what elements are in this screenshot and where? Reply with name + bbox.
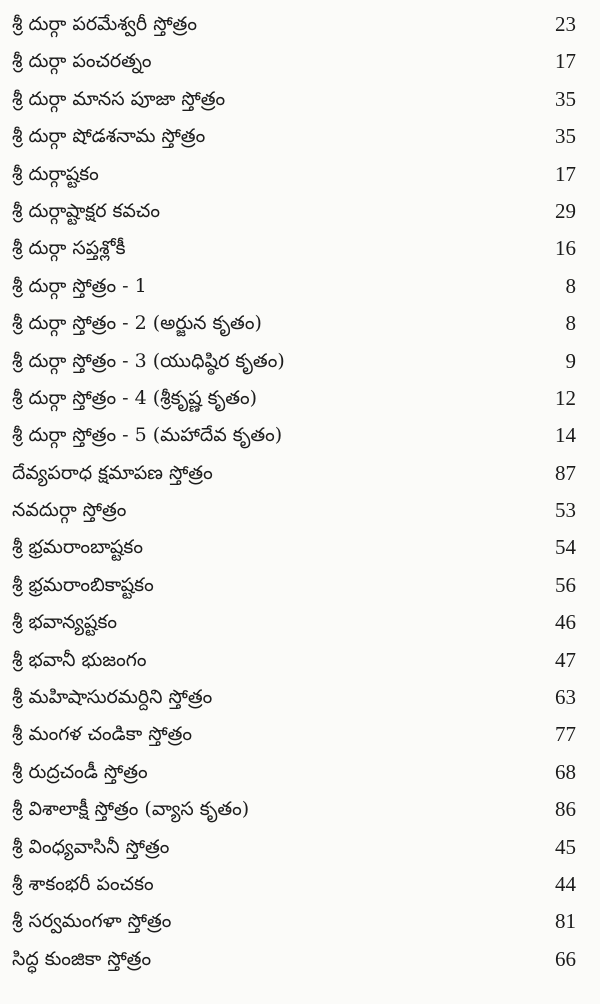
- toc-entry-page-number: 9: [565, 348, 576, 373]
- toc-entry-title: శ్రీ దుర్గాష్టాక్షర కవచం: [12, 199, 161, 222]
- toc-entry-page-number: 14: [555, 423, 576, 448]
- toc-entry-page-number: 12: [555, 385, 576, 410]
- toc-entry: [0, 679, 600, 716]
- toc-entry: [0, 268, 600, 305]
- toc-entry: [0, 380, 600, 417]
- toc-entry-page-number: 86: [555, 797, 576, 822]
- toc-entry-title: శ్రీ దుర్గా సప్తశ్లోకీ: [12, 237, 126, 260]
- toc-entry: [0, 305, 600, 342]
- toc-entry-page-number: 87: [555, 460, 576, 485]
- toc-entry-page-number: 66: [555, 946, 576, 971]
- toc-entry-title: శ్రీ భవాన్యష్టకం: [12, 611, 117, 634]
- toc-entry-page-number: 63: [555, 685, 576, 710]
- toc-entry-title: శ్రీ దుర్గా స్తోత్రం - 2 (అర్జున కృతం): [12, 312, 262, 335]
- toc-entry: [0, 193, 600, 230]
- toc-entry: [0, 417, 600, 454]
- toc-entry-title: శ్రీ దుర్గా స్తోత్రం - 3 (యుధిష్ఠిర కృతం): [12, 349, 285, 372]
- toc-entry-page-number: 81: [555, 909, 576, 934]
- toc-entry: [0, 118, 600, 155]
- toc-entry-title: శ్రీ దుర్గా మానస పూజా స్తోత్రం: [12, 87, 226, 110]
- toc-entry: [0, 903, 600, 940]
- toc-entry-page-number: 8: [565, 311, 576, 336]
- toc-entry: [0, 791, 600, 828]
- toc-entry-page-number: 8: [565, 273, 576, 298]
- toc-entry-page-number: 23: [555, 12, 576, 36]
- toc-entry-title: దేవ్యపరాధ క్షమాపణ స్తోత్రం: [12, 461, 213, 484]
- toc-entry: [0, 156, 600, 193]
- toc-entry: [0, 829, 600, 866]
- toc-entry-page-number: 77: [555, 722, 576, 747]
- toc-entry-title: శ్రీ దుర్గా స్తోత్రం - 4 (శ్రీకృష్ణ కృతం): [12, 386, 258, 409]
- toc-entry-title: శ్రీ దుర్గా పంచరత్నం: [12, 50, 152, 73]
- toc-entry-title: నవదుర్గా స్తోత్రం: [12, 499, 127, 522]
- toc-entry-page-number: 17: [555, 49, 576, 74]
- toc-entry-title: సిద్ధ కుంజికా స్తోత్రం: [12, 947, 152, 970]
- toc-entry: [0, 492, 600, 529]
- toc-entry-page-number: 45: [555, 834, 576, 859]
- toc-entry-page-number: 47: [555, 647, 576, 672]
- toc-entry-page-number: 46: [555, 610, 576, 635]
- toc-entry: [0, 567, 600, 604]
- toc-entry-title: శ్రీ భ్రమరాంబాష్టకం: [12, 536, 143, 559]
- toc-entry-title: శ్రీ విశాలాక్షీ స్తోత్రం (వ్యాస కృతం): [12, 798, 250, 821]
- toc-entry-title: శ్రీ మహిషాసురమర్దిని స్తోత్రం: [12, 686, 213, 709]
- toc-entry-title: శ్రీ భవానీ భుజంగం: [12, 648, 147, 671]
- toc-entry: [0, 642, 600, 679]
- toc-entry-page-number: 44: [555, 871, 576, 896]
- toc-entry: [0, 343, 600, 380]
- toc-entry: [0, 604, 600, 641]
- toc-entry: [0, 754, 600, 791]
- toc-entry-title: శ్రీ రుద్రచండీ స్తోత్రం: [12, 760, 148, 783]
- toc-entry-title: శ్రీ వింధ్యవాసినీ స్తోత్రం: [12, 835, 170, 858]
- toc-entry-page-number: 16: [555, 236, 576, 261]
- toc-entry-title: శ్రీ భ్రమరాంబికాష్టకం: [12, 573, 154, 596]
- toc-entry-title: శ్రీ దుర్గా పరమేశ్వరీ స్తోత్రం: [12, 13, 197, 35]
- toc-entry: [0, 529, 600, 566]
- toc-entry-page-number: 53: [555, 498, 576, 523]
- toc-entry-title: శ్రీ సర్వమంగళా స్తోత్రం: [12, 910, 172, 933]
- toc-entry-title: శ్రీ దుర్గా షోడశనామ స్తోత్రం: [12, 125, 206, 148]
- toc-entry: [0, 43, 600, 80]
- toc-entry: [0, 716, 600, 753]
- toc-entry-title: శ్రీ శాకంభరీ పంచకం: [12, 872, 154, 895]
- toc-entry-title: శ్రీ దుర్గా స్తోత్రం - 1: [12, 274, 147, 297]
- toc-entry: [0, 81, 600, 118]
- toc-entry: [0, 866, 600, 903]
- toc-entry-title: శ్రీ మంగళ చండికా స్తోత్రం: [12, 723, 192, 746]
- toc-entry: [0, 6, 600, 43]
- toc-list: [0, 6, 600, 978]
- toc-entry: [0, 455, 600, 492]
- toc-entry-page-number: 35: [555, 124, 576, 149]
- toc-entry-page-number: 29: [555, 198, 576, 223]
- toc-entry: [0, 941, 600, 978]
- toc-entry-page-number: 68: [555, 759, 576, 784]
- toc-entry-page-number: 17: [555, 161, 576, 186]
- toc-entry-title: శ్రీ దుర్గాష్టకం: [12, 162, 99, 185]
- toc-entry-page-number: 35: [555, 86, 576, 111]
- toc-entry-page-number: 54: [555, 535, 576, 560]
- toc-entry: [0, 230, 600, 267]
- toc-entry-title: శ్రీ దుర్గా స్తోత్రం - 5 (మహాదేవ కృతం): [12, 424, 283, 447]
- toc-entry-page-number: 56: [555, 572, 576, 597]
